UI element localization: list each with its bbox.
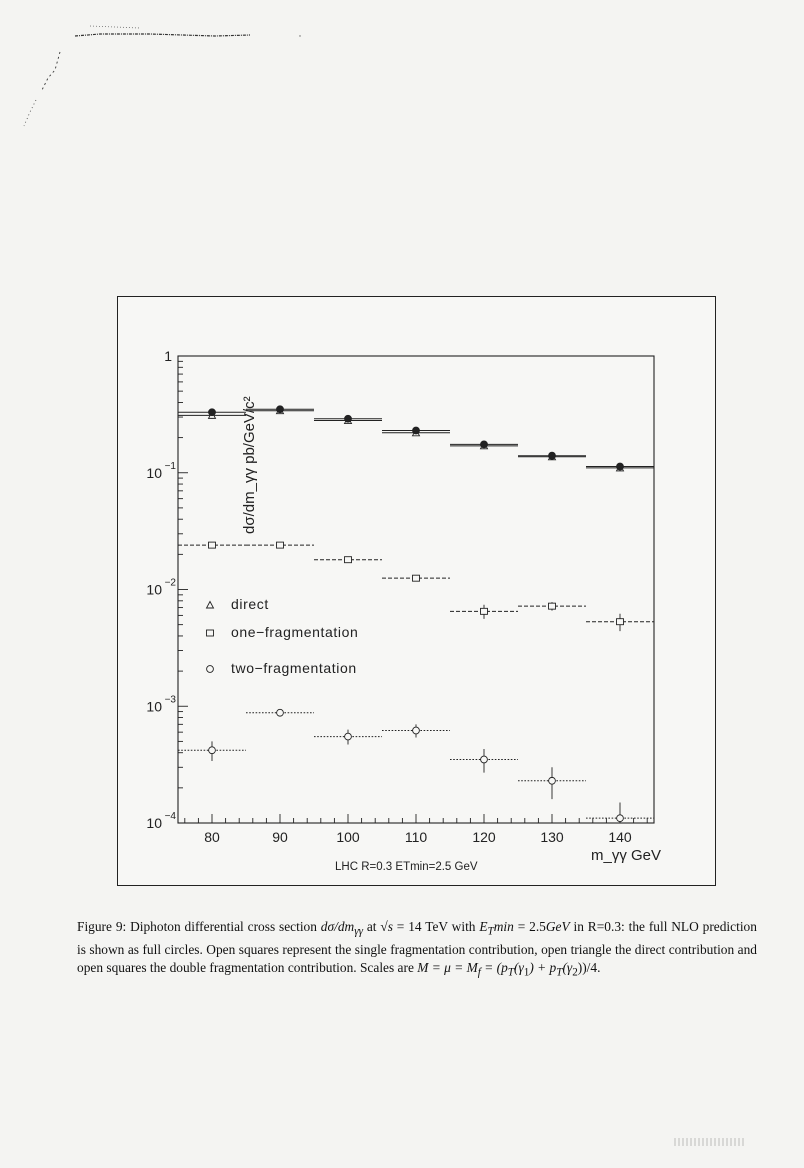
caption-text-c: = 14 TeV with	[396, 919, 476, 934]
y-tick-label: 10	[146, 698, 162, 715]
caption-text-e: in R=0.3: the full NLO prediction is shown as full circles. Open squares represent the single fragmentation contribution, open triangle the direct contribution and open squares the double fragmentation contribution. Scales are	[77, 919, 757, 975]
series-point	[481, 441, 488, 448]
chart	[117, 296, 716, 886]
series-point	[277, 542, 284, 548]
x-tick-label: 80	[204, 829, 220, 845]
caption-math-a-sub: γγ	[354, 925, 363, 938]
caption-math-c-sub: T	[487, 925, 494, 938]
scan-smudge	[674, 1138, 744, 1146]
x-tick-label: 90	[272, 829, 288, 845]
caption-math-g4: (γ	[562, 959, 573, 975]
series-point	[413, 427, 420, 434]
y-tick-label: 10	[146, 581, 162, 598]
x-tick-label: 100	[336, 829, 360, 845]
legend-label: two−fragmentation	[231, 660, 357, 676]
caption-math-g3-sub: T	[556, 966, 563, 979]
caption-math-c: E	[479, 919, 488, 934]
series-point	[481, 756, 488, 763]
series-point	[413, 727, 420, 734]
legend-symbol	[207, 630, 214, 636]
y-tick-exponent: −3	[164, 694, 176, 706]
caption-math-g-sub: T	[507, 966, 514, 979]
caption-text-a: Diphoton differential cross section	[130, 919, 317, 934]
x-tick-label: 120	[472, 829, 496, 845]
caption-math-g3: ) + p	[529, 959, 557, 975]
annotation: LHC R=0.3 ETmin=2.5 GeV	[335, 861, 478, 873]
series-point	[209, 409, 216, 416]
caption-text-b: at	[366, 919, 377, 934]
x-tick-label: 110	[404, 829, 428, 845]
legend-symbol	[207, 666, 214, 673]
caption-math-g: = (p	[484, 959, 508, 975]
series-point	[549, 452, 556, 459]
series-point	[617, 815, 624, 822]
series-point	[345, 557, 352, 563]
series-point	[209, 542, 216, 548]
y-tick-label: 1	[164, 348, 172, 364]
caption-label: Figure 9:	[77, 919, 127, 934]
figure-caption	[77, 918, 757, 982]
series-point	[617, 619, 624, 625]
legend-label: direct	[231, 596, 269, 612]
caption-text-d: = 2.5	[517, 919, 546, 934]
caption-math-d: GeV	[545, 919, 570, 934]
legend-symbol	[207, 602, 214, 609]
legend-label: one−fragmentation	[231, 624, 359, 640]
caption-math-g2: (γ	[514, 959, 524, 975]
caption-math-a: dσ/dm	[320, 919, 355, 934]
caption-math-g2-sub: 1	[523, 966, 530, 979]
series-point	[345, 733, 352, 740]
caption-math-c-rest: min	[493, 919, 514, 934]
caption-math-g4-sub: 2	[572, 966, 578, 979]
x-tick-label: 140	[608, 829, 632, 845]
series-point	[549, 777, 556, 784]
series-point	[209, 747, 216, 754]
series-point	[617, 463, 624, 470]
caption-math-b: √s	[380, 919, 393, 934]
y-tick-exponent: −4	[164, 811, 176, 822]
series-point	[277, 406, 284, 413]
series-point	[549, 603, 556, 609]
y-tick-exponent: −2	[164, 577, 176, 589]
y-axis-label: dσ/dm_γγ pb/GeV/c²	[241, 396, 258, 534]
caption-math-f-sub: f	[477, 966, 481, 979]
y-tick-exponent: −1	[164, 460, 176, 472]
y-tick-label: 10	[146, 815, 162, 831]
series-point	[345, 415, 352, 422]
y-tick-label: 10	[146, 464, 162, 481]
x-tick-label: 130	[540, 829, 564, 845]
series-point	[481, 608, 488, 614]
series-point	[413, 575, 420, 581]
series-point	[277, 709, 284, 716]
scan-marks	[0, 0, 804, 140]
x-axis-label: m_γγ GeV	[591, 847, 662, 864]
caption-math-f: M = μ = M	[417, 959, 478, 975]
caption-math-g5: ))/4.	[577, 959, 601, 975]
